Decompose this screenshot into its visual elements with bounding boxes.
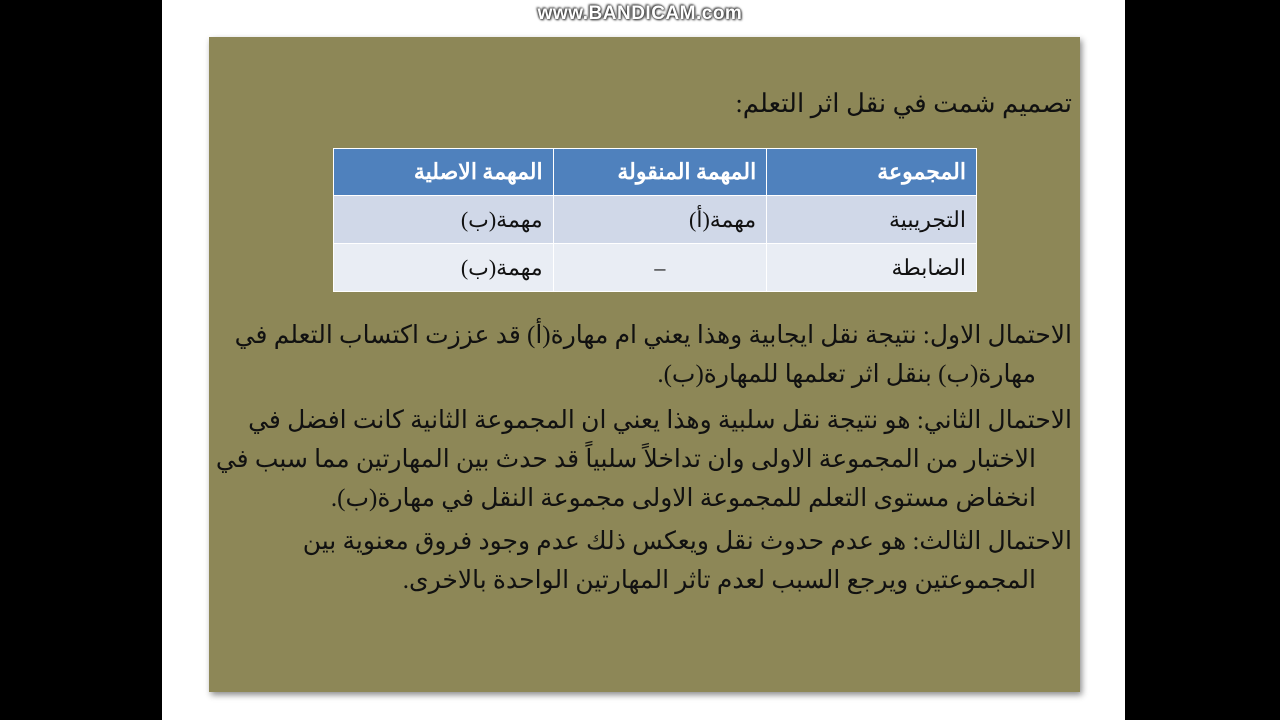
paragraph-first-line: الاحتمال الثاني: هو نتيجة نقل سلبية وهذا يعني ان المجموعة الثانية كانت افضل في bbox=[248, 407, 1072, 434]
cell-group: التجريبية bbox=[767, 196, 977, 244]
paragraph-first-line: الاحتمال الثالث: هو عدم حدوث نقل ويعكس ذلك عدم وجود فروق معنوية بين bbox=[302, 528, 1072, 555]
presentation-slide bbox=[209, 37, 1080, 692]
table-row bbox=[334, 196, 977, 244]
possibility-second-paragraph bbox=[212, 401, 1072, 518]
header-group: المجموعة bbox=[767, 149, 977, 196]
header-original-task: المهمة الاصلية bbox=[334, 149, 554, 196]
possibility-first-paragraph bbox=[212, 316, 1072, 394]
slide-title: تصميم شمت في نقل اثر التعلم: bbox=[735, 89, 1072, 118]
cell-group: الضابطة bbox=[767, 244, 977, 292]
paragraph-continuation: مهارة(ب) بنقل اثر تعلمها للمهارة(ب). bbox=[657, 361, 1036, 388]
paragraph-first-line: الاحتمال الاول: نتيجة نقل ايجابية وهذا يعني ام مهارة(أ) قد عززت اكتساب التعلم في bbox=[234, 322, 1072, 349]
possibility-third-paragraph bbox=[272, 522, 1072, 600]
experimental-design-table bbox=[333, 148, 977, 292]
table-row bbox=[334, 244, 977, 292]
cell-transferred-task: – bbox=[553, 244, 767, 292]
cell-original-task: مهمة(ب) bbox=[334, 244, 554, 292]
cell-original-task: مهمة(ب) bbox=[334, 196, 554, 244]
header-transferred-task: المهمة المنقولة bbox=[553, 149, 767, 196]
table-header-row bbox=[334, 149, 977, 196]
cell-transferred-task: مهمة(أ) bbox=[553, 196, 767, 244]
recorder-watermark: www.BANDICAM.com bbox=[537, 3, 743, 24]
paragraph-continuation: المجموعتين ويرجع السبب لعدم تاثر المهارتين الواحدة بالاخرى. bbox=[402, 567, 1036, 594]
paragraph-continuation: الاختبار من المجموعة الاولى وان تداخلاً سلبياً قد حدث بين المهارتين مما سبب في انخفاض مستوى التعلم للمجموعة الاولى مجموعة النقل في مهارة(ب). bbox=[215, 446, 1036, 512]
